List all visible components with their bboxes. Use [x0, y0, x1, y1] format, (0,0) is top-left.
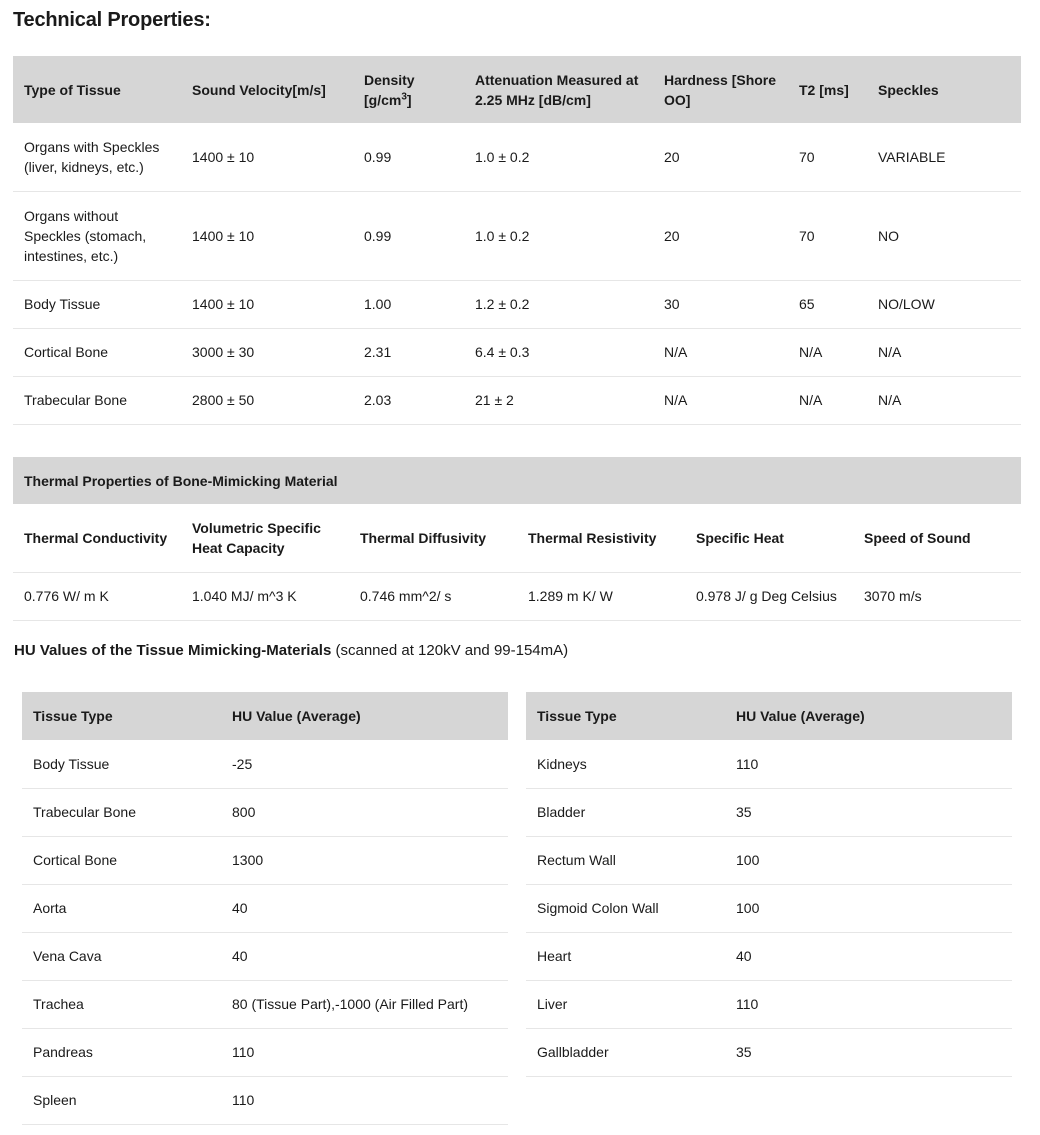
header-tissue-type: Type of Tissue: [24, 81, 121, 98]
header-thermal-conductivity: Thermal Conductivity: [24, 529, 168, 546]
cell-hu-value: 800: [232, 804, 256, 820]
cell-speckles: NO/LOW: [878, 296, 935, 312]
cell-tissue-type: Kidneys: [537, 755, 587, 772]
table-row: [22, 1076, 508, 1124]
table-row: [22, 740, 508, 788]
thermal-caption: Thermal Properties of Bone-Mimicking Material: [24, 472, 338, 489]
cell-tissue-type: Rectum Wall: [537, 852, 616, 868]
table-row: [526, 1028, 1012, 1076]
cell-hu-value: 35: [736, 1044, 752, 1060]
table-row: [22, 980, 508, 1028]
cell-t2: N/A: [799, 392, 823, 408]
cell-hu-value: 40: [232, 900, 248, 916]
cell-hu-value: 40: [736, 948, 752, 964]
thermal-header-row: [13, 504, 1021, 572]
cell-hardness: 20: [664, 227, 680, 244]
cell-density: 0.99: [364, 227, 392, 244]
cell-velocity: 3000 ± 30: [192, 344, 255, 360]
cell-hu-value: 100: [736, 900, 760, 916]
thermal-properties-table: [13, 457, 1021, 621]
header-density-close: ]: [406, 91, 412, 108]
cell-hardness: 30: [664, 296, 680, 312]
header-density-text: Density [g/cm: [364, 71, 415, 108]
cell-tissue-type: Heart: [537, 948, 572, 964]
cell-hu-value: 110: [232, 1044, 255, 1060]
hu-values-table-left: [22, 692, 508, 1125]
cell-velocity: 2800 ± 50: [192, 392, 255, 408]
cell-velocity: 1400 ± 10: [192, 227, 255, 244]
cell-hu-value: 110: [736, 755, 759, 772]
technical-properties-table: [13, 56, 1021, 425]
header-speed-of-sound: Speed of Sound: [864, 529, 971, 546]
cell-tissue-type: Spleen: [33, 1092, 77, 1108]
cell-thermal-conductivity: 0.776 W/ m K: [24, 588, 109, 604]
table-row: [526, 788, 1012, 836]
cell-density: 0.99: [364, 148, 392, 165]
cell-specific-heat: 0.978 J/ g Deg Celsius: [696, 588, 837, 604]
table-row: [13, 280, 1021, 328]
header-hu-value: HU Value (Average): [232, 708, 361, 724]
table-row: [13, 191, 1021, 280]
header-tissue-type: Tissue Type: [33, 708, 113, 724]
cell-tissue-type: Aorta: [33, 900, 67, 916]
cell-attenuation: 1.0 ± 0.2: [475, 148, 530, 165]
cell-tissue-type: Body Tissue: [33, 755, 110, 772]
header-t2: T2 [ms]: [799, 81, 849, 98]
cell-tissue: Trabecular Bone: [24, 392, 127, 408]
cell-tissue-type: Vena Cava: [33, 948, 102, 964]
cell-hu-value: 100: [736, 852, 760, 868]
cell-density: 2.31: [364, 344, 392, 360]
cell-t2: 70: [799, 227, 815, 244]
cell-thermal-resistivity: 1.289 m K/ W: [528, 588, 613, 604]
cell-tissue-type: Sigmoid Colon Wall: [537, 900, 659, 916]
cell-t2: 70: [799, 148, 815, 165]
cell-hardness: N/A: [664, 392, 688, 408]
cell-speckles: N/A: [878, 344, 902, 360]
header-density: [353, 56, 464, 123]
cell-speed-of-sound: 3070 m/s: [864, 588, 922, 604]
table-row: [22, 884, 508, 932]
table-header-row: [526, 692, 1012, 740]
cell-t2: N/A: [799, 344, 823, 360]
cell-hu-value: 80 (Tissue Part),-1000 (Air Filled Part): [232, 996, 468, 1012]
cell-attenuation: 1.2 ± 0.2: [475, 296, 530, 312]
cell-hu-value: 35: [736, 804, 752, 820]
table-row: [22, 932, 508, 980]
cell-hu-value: -25: [232, 755, 253, 772]
cell-tissue: Organs without Speckles (stomach, intestines, etc.): [24, 207, 147, 264]
page-title: Technical Properties:: [13, 9, 211, 31]
cell-attenuation: 6.4 ± 0.3: [475, 344, 530, 360]
table-row: [22, 836, 508, 884]
header-heat-capacity: Volumetric Specific Heat Capacity: [192, 519, 321, 556]
cell-t2: 65: [799, 296, 815, 312]
cell-tissue-type: Trabecular Bone: [33, 804, 136, 820]
cell-tissue-type: Trachea: [33, 996, 84, 1012]
cell-hu-value: 1300: [232, 852, 264, 868]
thermal-values-row: [13, 572, 1021, 620]
thermal-caption-row: [13, 457, 1021, 504]
table-row: [13, 123, 1021, 191]
cell-speckles: N/A: [878, 392, 902, 408]
hu-heading-bold: HU Values of the Tissue Mimicking-Materials: [14, 642, 332, 659]
cell-hardness: 20: [664, 148, 680, 165]
header-thermal-resistivity: Thermal Resistivity: [528, 529, 657, 546]
table-row: [22, 788, 508, 836]
header-speckles: Speckles: [878, 81, 939, 98]
cell-attenuation: 21 ± 2: [475, 392, 514, 408]
cell-thermal-diffusivity: 0.746 mm^2/ s: [360, 588, 452, 604]
cell-tissue: Body Tissue: [24, 296, 101, 312]
table-header-row: [13, 56, 1021, 123]
hu-values-table-right: [526, 692, 1012, 1077]
table-row: [526, 740, 1012, 788]
cell-heat-capacity: 1.040 MJ/ m^3 K: [192, 588, 297, 604]
table-row: [526, 836, 1012, 884]
cell-tissue-type: Gallbladder: [537, 1044, 609, 1060]
header-thermal-diffusivity: Thermal Diffusivity: [360, 529, 487, 546]
header-hu-value: HU Value (Average): [736, 708, 865, 724]
cell-density: 1.00: [364, 296, 392, 312]
cell-hardness: N/A: [664, 344, 688, 360]
cell-tissue-type: Bladder: [537, 804, 586, 820]
cell-density: 2.03: [364, 392, 392, 408]
cell-tissue: Organs with Speckles (liver, kidneys, etc.): [24, 138, 160, 175]
cell-hu-value: 110: [736, 996, 759, 1012]
header-sound-velocity: Sound Velocity[m/s]: [192, 81, 326, 98]
cell-tissue-type: Pandreas: [33, 1044, 93, 1060]
cell-tissue: Cortical Bone: [24, 344, 109, 360]
table-row: [526, 932, 1012, 980]
table-row: [526, 980, 1012, 1028]
cell-tissue-type: Liver: [537, 996, 568, 1012]
header-hardness: Hardness [Shore OO]: [664, 71, 777, 108]
table-header-row: [22, 692, 508, 740]
hu-values-heading: [14, 642, 568, 659]
header-density-superscript: 3: [401, 90, 407, 102]
table-row: [22, 1028, 508, 1076]
table-row: [526, 884, 1012, 932]
cell-attenuation: 1.0 ± 0.2: [475, 227, 530, 244]
header-specific-heat: Specific Heat: [696, 529, 784, 546]
cell-velocity: 1400 ± 10: [192, 148, 255, 165]
table-row: [13, 376, 1021, 424]
cell-hu-value: 40: [232, 948, 248, 964]
table-row: [13, 328, 1021, 376]
cell-speckles: VARIABLE: [878, 148, 946, 165]
header-tissue-type: Tissue Type: [537, 708, 617, 724]
cell-tissue-type: Cortical Bone: [33, 852, 118, 868]
header-attenuation: Attenuation Measured at 2.25 MHz [dB/cm]: [475, 71, 639, 108]
cell-velocity: 1400 ± 10: [192, 296, 255, 312]
cell-speckles: NO: [878, 227, 899, 244]
hu-heading-note: (scanned at 120kV and 99-154mA): [331, 642, 569, 659]
cell-hu-value: 110: [232, 1092, 255, 1108]
